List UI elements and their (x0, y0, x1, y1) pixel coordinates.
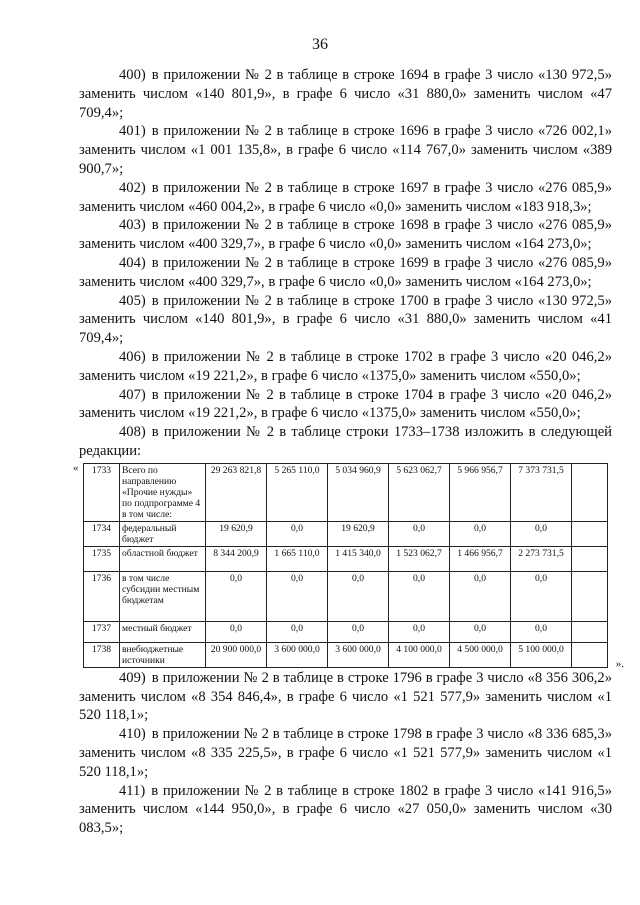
table-cell: 0,0 (206, 621, 267, 642)
table-cell: 0,0 (450, 571, 511, 621)
table-cell: 0,0 (267, 571, 328, 621)
table-cell: 5 034 960,9 (328, 463, 389, 521)
table-cell: 0,0 (389, 521, 450, 546)
table-cell: 1 466 956,7 (450, 546, 511, 571)
amendment-label: 411) (119, 782, 146, 799)
amendment-text: в приложении № 2 в таблице в строке 1798 в графе 3 число «8 336 685,3» заменить числом «8 335 225,5», в графе 6 число «1 521 577,9» заменить числом «1 520 118,1»; (79, 726, 612, 780)
amendment-text: в приложении № 2 в таблице в строке 1796 в графе 3 число «8 356 306,2» заменить числом «8 354 846,4», в графе 6 число «1 521 577,9» заменить числом «1 520 118,1»; (79, 669, 612, 724)
amendment-label: 405) (119, 292, 146, 309)
amendment-400 (79, 66, 612, 122)
row-code: 1736 (84, 571, 120, 621)
row-code: 1737 (84, 621, 120, 642)
row-name: местный бюджет (120, 621, 206, 642)
amendment-404 (79, 254, 612, 292)
amendment-text: в приложении № 2 в таблице в строке 1704 в графе 3 число «20 046,2» заменить числом «19 221,2», в графе 6 число «1375,0» заменить числом «550,0»; (79, 386, 612, 422)
amendment-label: 410) (119, 726, 146, 743)
row-name: Всего по направлению «Прочие нужды» по подпрограмме 4 в том числе: (120, 463, 206, 521)
table-cell: 0,0 (511, 571, 572, 621)
amendment-406 (79, 348, 612, 386)
table-cell: 5 623 062,7 (389, 463, 450, 521)
row-code: 1734 (84, 521, 120, 546)
table-cell: 7 373 731,5 (511, 463, 572, 521)
table-cell: 0,0 (267, 621, 328, 642)
table-cell: 4 100 000,0 (389, 642, 450, 667)
row-code: 1733 (84, 463, 120, 521)
row-name: в том числе субсидии местным бюджетам (120, 571, 206, 621)
amendment-label: 409) (119, 669, 146, 686)
amendment-405 (79, 292, 612, 348)
table-open-quote: « (73, 461, 79, 474)
table-cell: 1 665 110,0 (267, 546, 328, 571)
table-cell (572, 621, 608, 642)
table-row (84, 642, 608, 667)
amendment-410 (79, 725, 612, 781)
row-code: 1735 (84, 546, 120, 571)
amendment-table-wrap (73, 461, 624, 670)
amendment-label: 403) (119, 217, 146, 234)
table-cell (572, 463, 608, 521)
table-row (84, 463, 608, 521)
amendment-label: 401) (119, 123, 146, 140)
row-code: 1738 (84, 642, 120, 667)
table-cell: 0,0 (450, 621, 511, 642)
table-cell (572, 521, 608, 546)
table-cell: 29 263 821,8 (206, 463, 267, 521)
table-cell: 0,0 (511, 521, 572, 546)
table-cell: 1 523 062,7 (389, 546, 450, 571)
amendment-401 (79, 122, 612, 178)
table-cell: 19 620,9 (206, 521, 267, 546)
table-cell: 3 600 000,0 (328, 642, 389, 667)
amendment-408 (79, 423, 612, 461)
table-cell: 0,0 (328, 621, 389, 642)
table-cell (572, 546, 608, 571)
amendment-text: в приложении № 2 в таблице в строке 1698 в графе 3 число «276 085,9» заменить числом «400 329,7», в графе 6 число «0,0» заменить числом «164 273,0»; (79, 217, 612, 253)
table-cell: 20 900 000,0 (206, 642, 267, 667)
table-row (84, 546, 608, 571)
table-cell: 2 273 731,5 (511, 546, 572, 571)
table-cell (572, 571, 608, 621)
table-cell: 4 500 000,0 (450, 642, 511, 667)
amendment-text: в приложении № 2 в таблице в строке 1700 в графе 3 число «130 972,5» заменить числом «140 801,9», в графе 6 число «31 880,0» заменить числом «41 709,4»; (79, 292, 612, 347)
amendment-403 (79, 216, 612, 254)
amendment-407 (79, 386, 612, 424)
amendment-label: 404) (119, 254, 146, 271)
amendment-table (83, 463, 608, 668)
amendment-label: 400) (119, 67, 146, 83)
table-close-quote: ». (615, 657, 624, 670)
amendment-411 (79, 782, 612, 838)
row-name: федеральный бюджет (120, 521, 206, 546)
amendment-402 (79, 179, 612, 217)
page-number: 36 (312, 36, 328, 53)
table-cell: 8 344 200,9 (206, 546, 267, 571)
table-cell: 0,0 (389, 621, 450, 642)
table-cell: 19 620,9 (328, 521, 389, 546)
amendment-409 (79, 669, 612, 725)
amendment-label: 408) (119, 424, 146, 441)
table-cell: 1 415 340,0 (328, 546, 389, 571)
amendment-text: в приложении № 2 в таблице в строке 1696 в графе 3 число «726 002,1» заменить числом «1 001 135,8», в графе 6 число «114 767,0» заменить числом «389 900,7»; (79, 123, 612, 177)
document-body (73, 66, 624, 838)
table-cell: 0,0 (328, 571, 389, 621)
table-row (84, 521, 608, 546)
amendment-text: в приложении № 2 в таблице в строке 1694 в графе 3 число «130 972,5» заменить числом «140 801,9», в графе 6 число «31 880,0» заменить числом «47 709,4»; (79, 67, 612, 121)
amendment-label: 402) (119, 179, 146, 196)
amendment-label: 407) (119, 386, 146, 403)
row-name: областной бюджет (120, 546, 206, 571)
table-cell: 0,0 (511, 621, 572, 642)
row-name: внебюджетные источники (120, 642, 206, 667)
table-cell: 0,0 (267, 521, 328, 546)
table-cell: 5 100 000,0 (511, 642, 572, 667)
amendment-text: в приложении № 2 в таблице в строке 1699 в графе 3 число «276 085,9» заменить числом «400 329,7», в графе 6 число «0,0» заменить числом «164 273,0»; (79, 254, 612, 290)
table-cell: 0,0 (389, 571, 450, 621)
table-cell: 0,0 (206, 571, 267, 621)
amendment-text: в приложении № 2 в таблице в строке 1697 в графе 3 число «276 085,9» заменить числом «460 004,2», в графе 6 число «0,0» заменить числом «183 918,3»; (79, 179, 612, 215)
table-cell: 0,0 (450, 521, 511, 546)
table-row (84, 571, 608, 621)
table-row (84, 621, 608, 642)
table-cell (572, 642, 608, 667)
amendment-text: в приложении № 2 в таблице в строке 1802 в графе 3 число «141 916,5» заменить числом «144 950,0», в графе 6 число «27 050,0» заменить числом «30 083,5»; (79, 782, 612, 837)
table-cell: 3 600 000,0 (267, 642, 328, 667)
amendment-text: в приложении № 2 в таблице в строке 1702 в графе 3 число «20 046,2» заменить числом «19 221,2», в графе 6 число «1375,0» заменить числом «550,0»; (79, 348, 612, 384)
table-cell: 5 265 110,0 (267, 463, 328, 521)
amendment-label: 406) (119, 348, 146, 365)
table-cell: 5 966 956,7 (450, 463, 511, 521)
amendment-text: в приложении № 2 в таблице строки 1733–1738 изложить в следующей редакции: (79, 424, 612, 459)
